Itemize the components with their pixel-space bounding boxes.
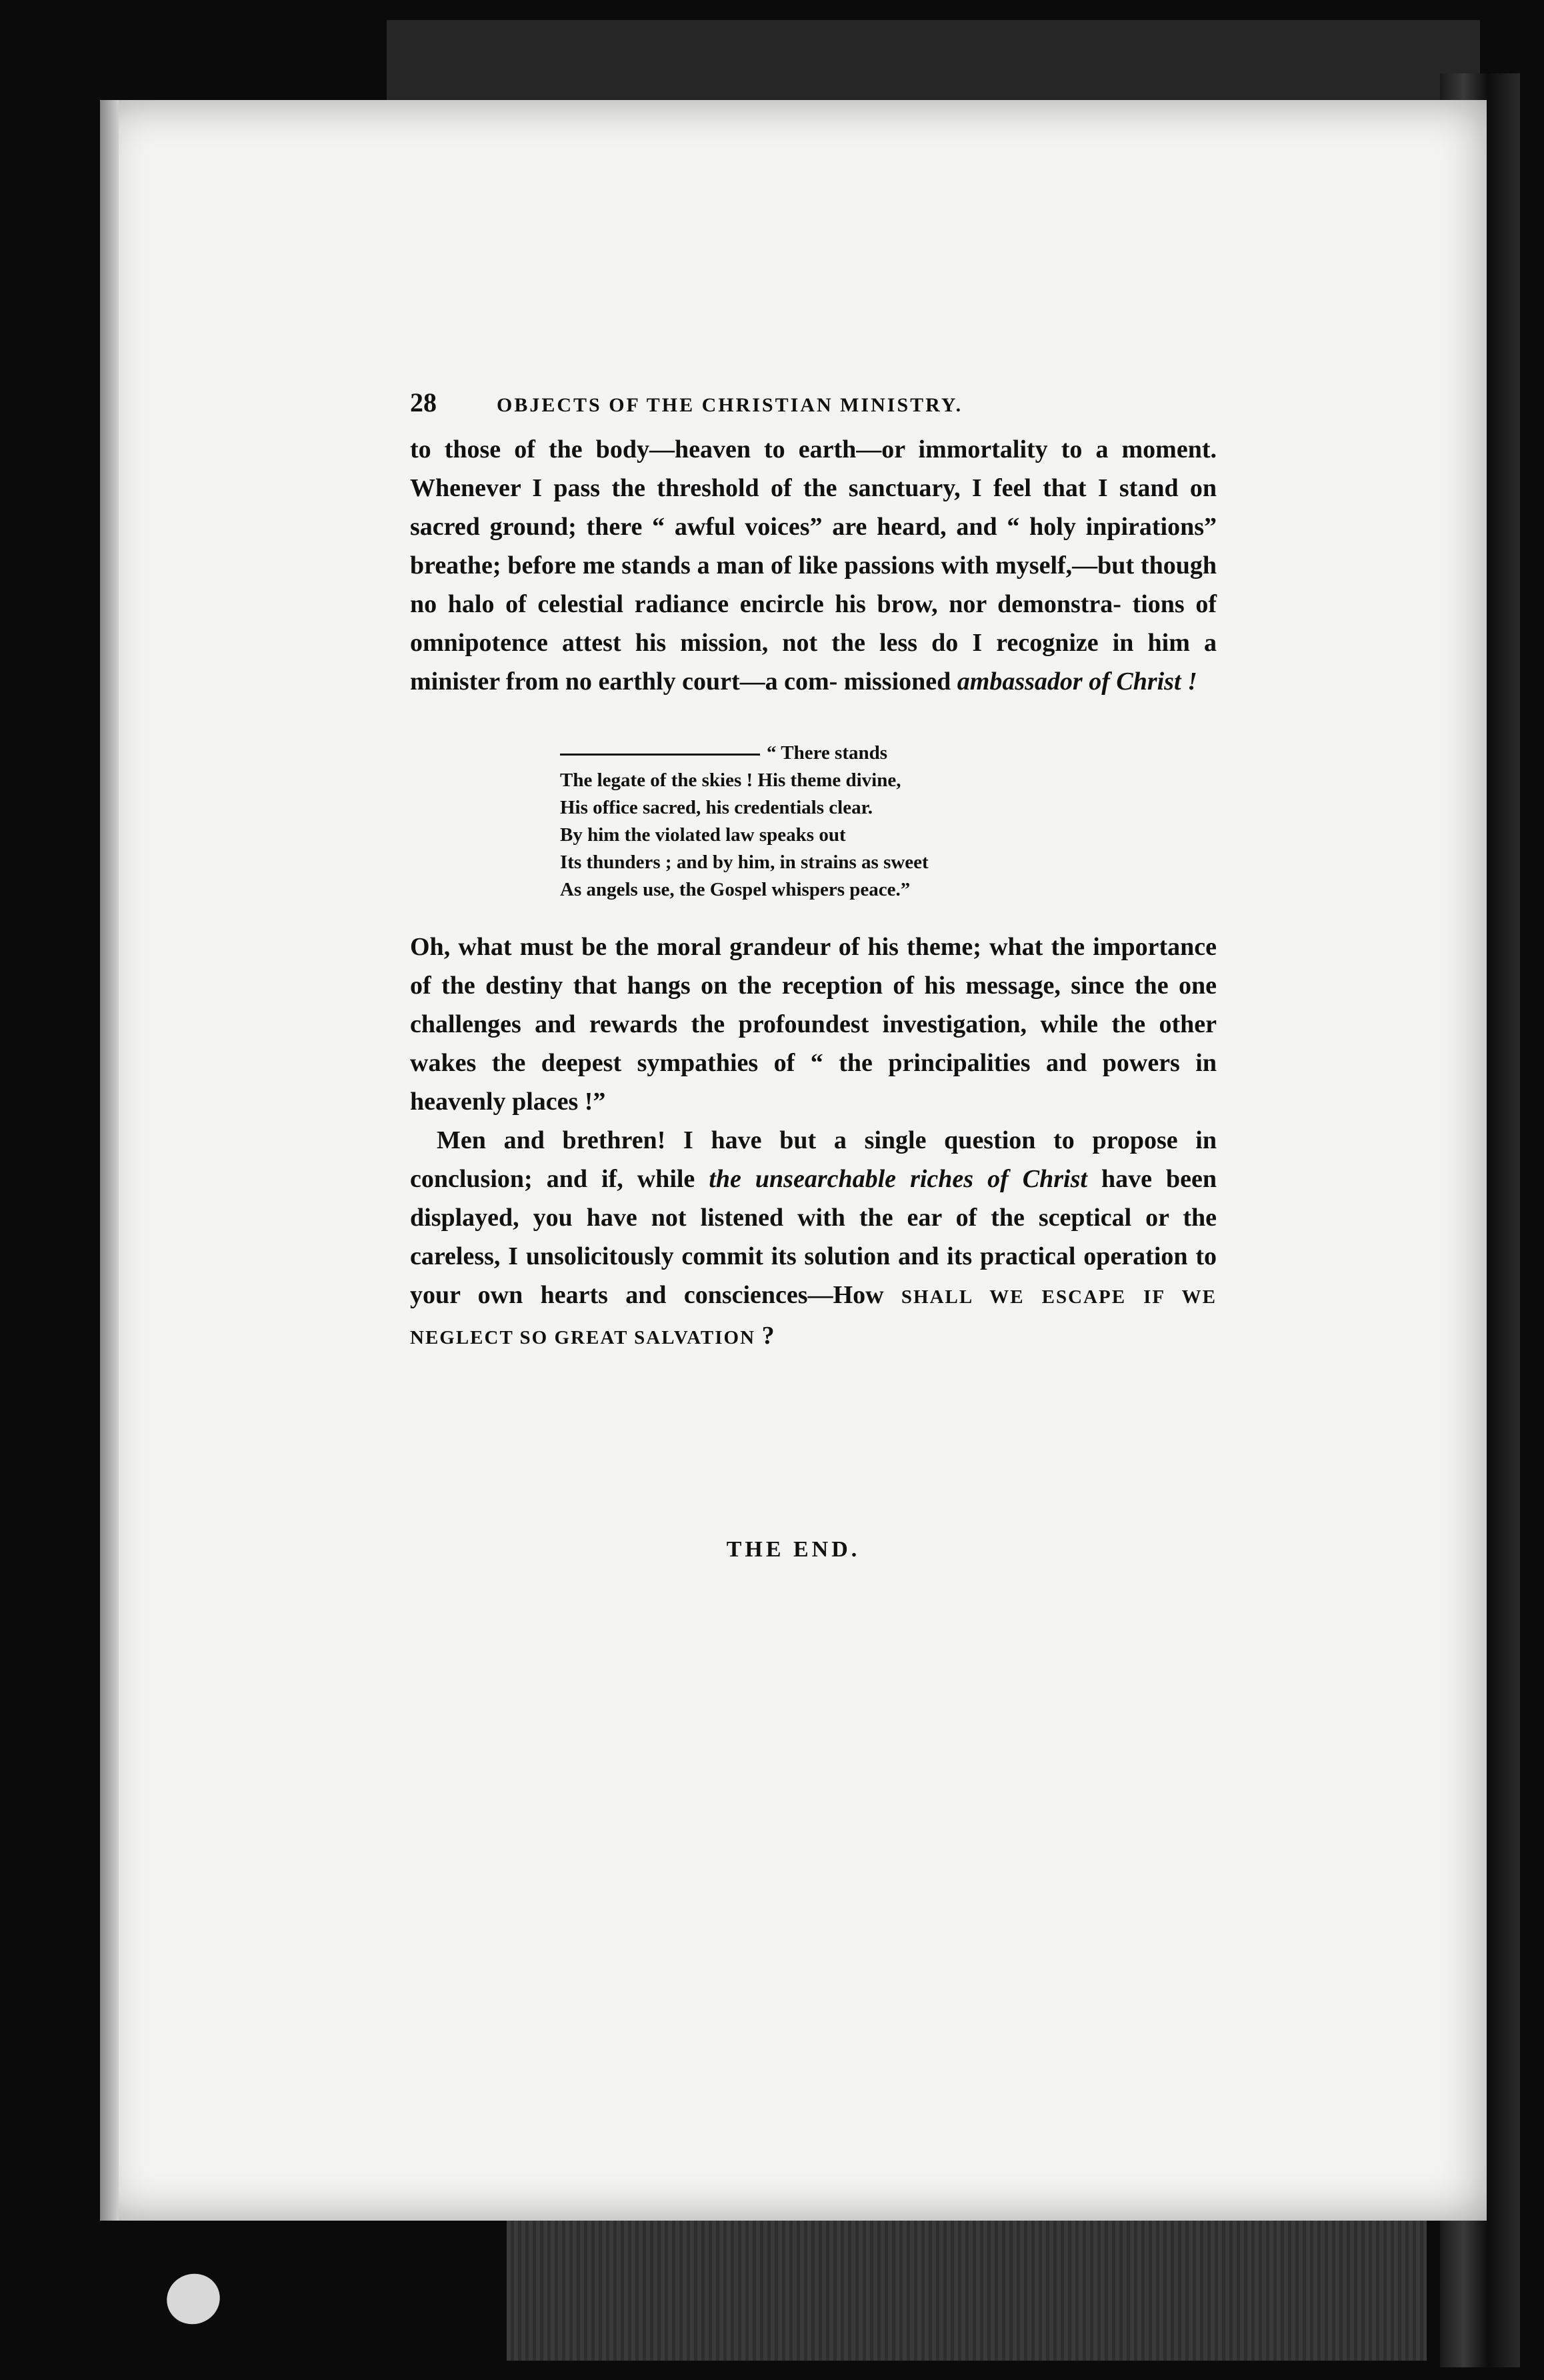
scan-background-bottom (507, 2221, 1427, 2361)
text-line: moment. Whenever I pass the threshold of the sanctuary, (410, 435, 1217, 502)
text-line: of his message, since the one challenges and rewards the (410, 972, 1217, 1038)
verse-line: His office sacred, his credentials clear. (560, 797, 873, 818)
text-line: places !” (512, 1088, 606, 1116)
verse-line: By him the violated law speaks out (560, 824, 846, 846)
verse-line: The legate of the skies ! His theme divine, (560, 770, 901, 791)
text-run: Men and brethren! I have but a single question to propose in conclusion; and if, while (410, 1126, 1217, 1193)
text-line: to those of the body—heaven to earth—or immortality to a (410, 435, 1122, 463)
verse-line (560, 740, 1217, 767)
text-line: stands a man of like passions with myself,—but though no (410, 551, 1217, 618)
text-line: Oh, what must be the moral grandeur of his theme; what (410, 933, 1051, 961)
text-run: ? (755, 1322, 775, 1350)
paragraph-2 (410, 928, 1217, 1121)
text-run: have been displayed, you have not listened with the ear of the sceptical or the careless, I unsolicitously commit its solution and its practical operation to your own hearts and consciences—How (410, 1165, 1217, 1309)
text-line: the importance of the destiny that hangs on the reception (410, 933, 1217, 1000)
text-line: sympathies of “ the principalities and powers in heavenly (410, 1049, 1217, 1116)
italic-phrase: ambassador of Christ ! (957, 668, 1197, 696)
page-number: 28 (410, 387, 437, 417)
verse-quotation (560, 740, 1217, 904)
the-end: THE END. (726, 1537, 861, 1562)
text-line: profoundest investigation, while the other wakes the deepest (410, 1010, 1217, 1077)
text-line: I feel that I stand on sacred ground; there “ awful voices” (410, 474, 1217, 541)
text-line: recognize in him a minister from no earthly court—a com- (410, 629, 1217, 696)
scan-blot (160, 2267, 227, 2332)
verse-line: Its thunders ; and by him, in strains as sweet (560, 852, 929, 873)
text-line: are heard, and “ holy inpirations” breathe; before me (410, 513, 1217, 579)
italic-phrase: the unsearchable riches of Christ (709, 1165, 1087, 1193)
paragraph-3 (410, 1121, 1217, 1357)
text-block (410, 387, 1217, 1562)
verse-text: “ There stands (767, 742, 888, 764)
running-head (410, 387, 1217, 418)
text-line: missioned (843, 668, 957, 696)
running-title: OBJECTS OF THE CHRISTIAN MINISTRY. (497, 394, 963, 416)
paragraph-1 (410, 430, 1217, 701)
text-line: halo of celestial radiance encircle his brow, nor demonstra- (447, 590, 1133, 618)
page-edge (100, 100, 119, 2221)
quote-dash (560, 754, 760, 756)
text-line: tions of omnipotence attest his mission, not the less do I (410, 590, 1217, 657)
small-caps-phrase: SHALL WE ESCAPE IF WE NEGLECT SO GREAT SALVATION (410, 1286, 1217, 1348)
verse-line: As angels use, the Gospel whispers peace.” (560, 879, 911, 900)
